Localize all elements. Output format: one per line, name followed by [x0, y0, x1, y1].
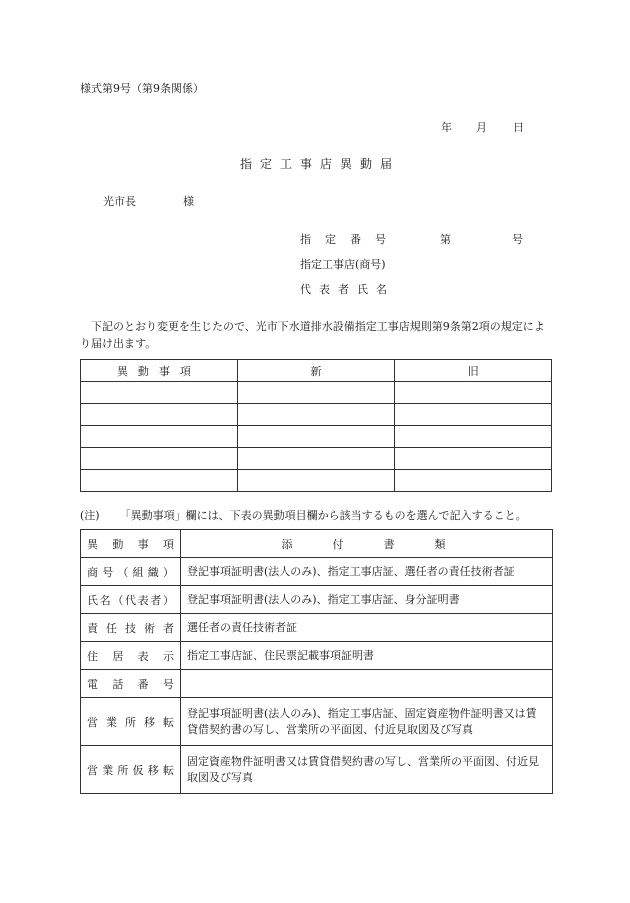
change-item-cell[interactable]: [81, 382, 238, 404]
representative-name-label: 代表者氏名: [300, 283, 395, 296]
new-value-cell[interactable]: [237, 404, 395, 426]
item-cell: 電話番号: [81, 670, 181, 698]
date-month: 月: [476, 121, 487, 134]
table-row: [81, 586, 553, 614]
docs-cell: 登記事項証明書(法人のみ)、指定工事店証、選任者の責任技術者証: [181, 558, 553, 586]
change-item-header: 異動事項: [81, 360, 238, 382]
attachment-docs-header: 添付書類: [181, 530, 553, 558]
table-row: [81, 404, 552, 426]
old-value-cell[interactable]: [395, 470, 552, 492]
designation-number-suffix: 号: [512, 233, 523, 246]
date-year: 年: [441, 121, 452, 134]
item-cell: 氏名（代表者）: [81, 586, 181, 614]
old-header: 旧: [395, 360, 552, 382]
old-value-cell[interactable]: [395, 448, 552, 470]
table-header-row: [81, 360, 552, 382]
table-row: [81, 670, 553, 698]
table-row: [81, 746, 553, 794]
item-cell: 営業所仮移転: [81, 746, 181, 794]
change-table: [80, 359, 552, 492]
table-row: [81, 426, 552, 448]
designation-number-line: [300, 231, 523, 247]
date-day: 日: [513, 121, 524, 134]
document-title: 指定工事店異動届: [239, 157, 400, 171]
new-value-cell[interactable]: [237, 470, 395, 492]
docs-cell: 選任者の責任技術者証: [181, 614, 553, 642]
change-item-cell[interactable]: [81, 470, 238, 492]
docs-cell: 固定資産物件証明書又は賃貸借契約書の写し、営業所の平面図、付近見取図及び写真: [181, 746, 553, 794]
addressee-honorific: 様: [183, 195, 194, 208]
change-item-cell[interactable]: [81, 426, 238, 448]
old-value-cell[interactable]: [395, 404, 552, 426]
table-row: [81, 558, 553, 586]
designation-number-prefix: 第: [440, 233, 451, 246]
table-row: [81, 642, 553, 670]
table-header-row: [81, 530, 553, 558]
attachment-item-header: 異動事項: [81, 530, 181, 558]
docs-cell: 登記事項証明書(法人のみ)、指定工事店証、身分証明書: [181, 586, 553, 614]
table-row: [81, 614, 553, 642]
docs-cell: [181, 670, 553, 698]
form-number: 様式第9号（第9条関係）: [80, 82, 204, 95]
new-value-cell[interactable]: [237, 448, 395, 470]
table-row: [81, 698, 553, 746]
attachment-table: [80, 529, 553, 794]
note: [80, 507, 527, 523]
item-cell: 責任技術者: [81, 614, 181, 642]
designation-number-label: 指定番号: [300, 233, 400, 246]
old-value-cell[interactable]: [395, 382, 552, 404]
table-row: [81, 470, 552, 492]
item-cell: 住居表示: [81, 642, 181, 670]
old-value-cell[interactable]: [395, 426, 552, 448]
addressee: [103, 193, 194, 209]
table-row: [81, 448, 552, 470]
change-item-cell[interactable]: [81, 448, 238, 470]
body-text: 下記のとおり変更を生じたので、光市下水道排水設備指定工事店規則第9条第2項の規定により届け出ます。: [80, 320, 545, 350]
new-value-cell[interactable]: [237, 426, 395, 448]
new-header: 新: [237, 360, 395, 382]
docs-cell: 登記事項証明書(法人のみ)、指定工事店証、固定資産物件証明書又は賃貸借契約書の写し、営業所の平面図、付近見取図及び写真: [181, 698, 553, 746]
item-cell: 商号（組織）: [81, 558, 181, 586]
change-item-cell[interactable]: [81, 404, 238, 426]
note-text: 「異動事項」欄には、下表の異動項目欄から該当するものを選んで記入すること。: [119, 509, 527, 522]
docs-cell: 指定工事店証、住民票記載事項証明書: [181, 642, 553, 670]
new-value-cell[interactable]: [237, 382, 395, 404]
shop-name-label: 指定工事店(商号): [300, 258, 386, 271]
item-cell: 営業所移転: [81, 698, 181, 746]
table-row: [81, 382, 552, 404]
addressee-name: 光市長: [103, 195, 136, 208]
note-label: (注): [80, 509, 100, 522]
date-line: [441, 119, 524, 135]
